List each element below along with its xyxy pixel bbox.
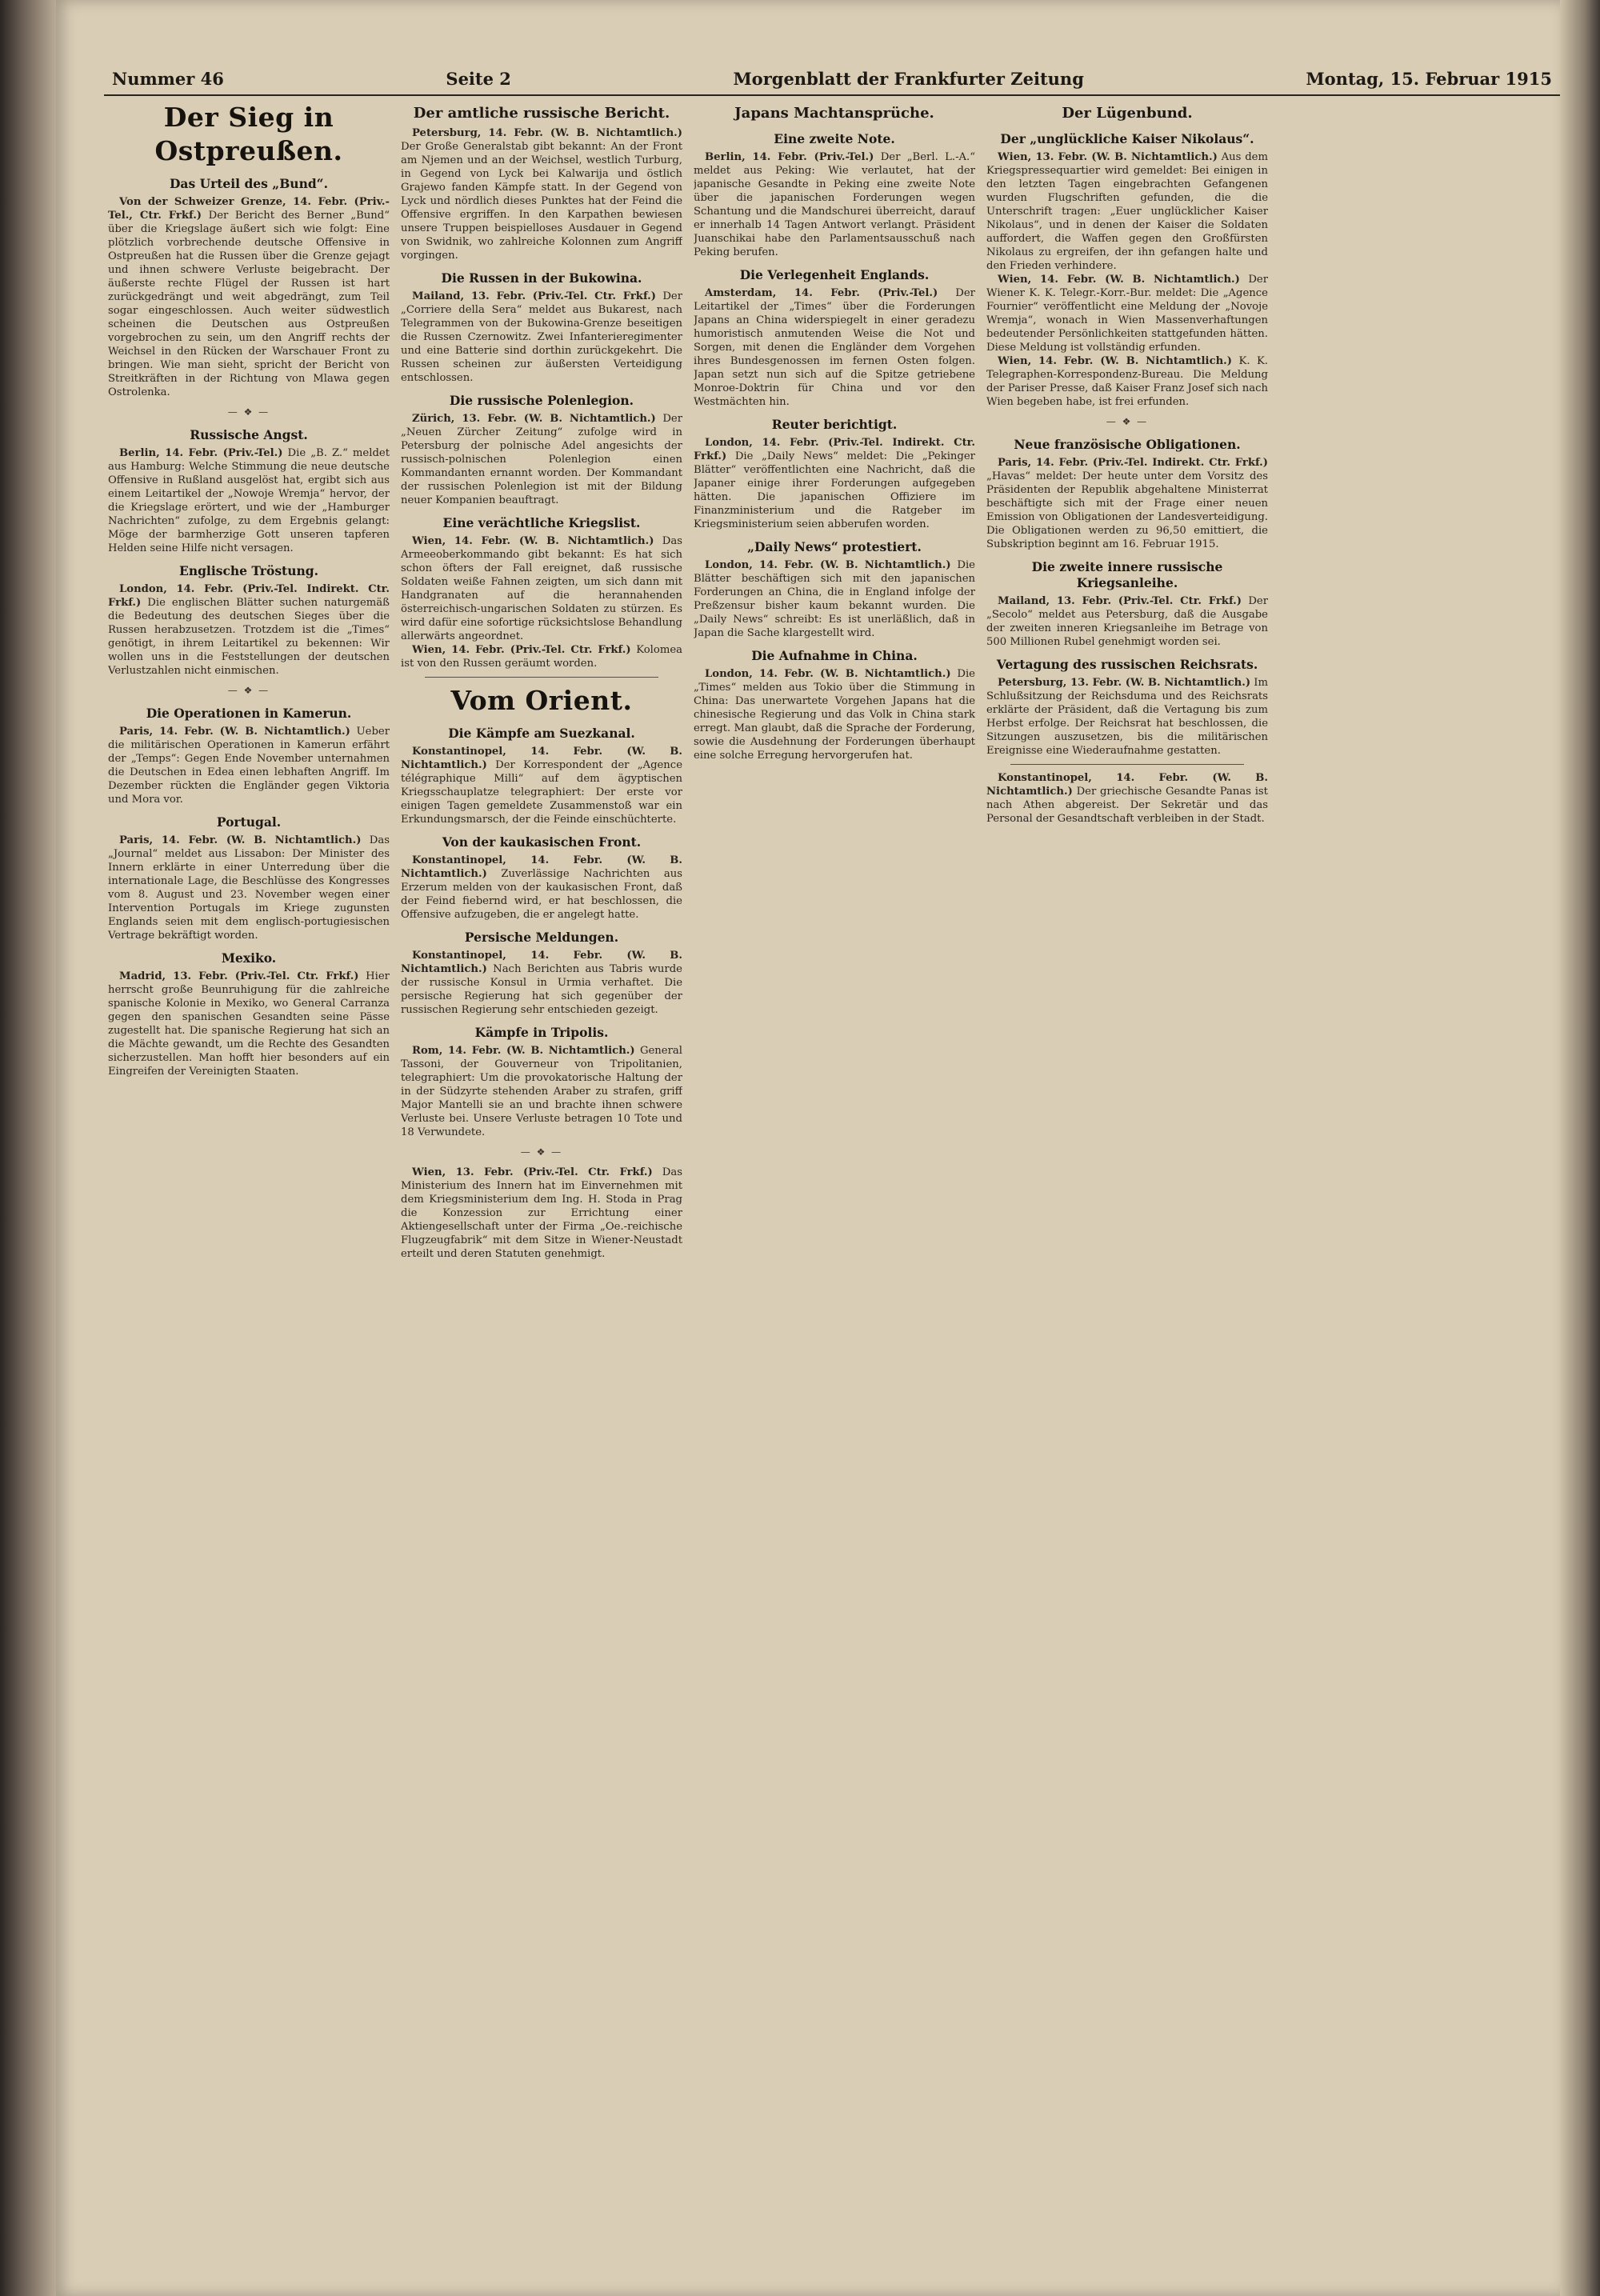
article-text: Der Korrespondent der „Agence télégraphique Milli“ auf dem ägyptischen Kriegsschauplatze telegraphiert: Der erste vor einigen Tagen gemeldete Zusammenstoß war ein Erkundungsmarsch, der die Feinde einschüchterte. — [401, 759, 682, 826]
article-paragraph — [108, 970, 390, 1078]
article-text: Der „Neuen Zürcher Zeitung“ zufolge wird in Petersburg der polnische Adel angesichts der russisch-polnischen Polenlegion einen Kommandanten ernannt worden. Der Kommandant der russischen Polenlegion ist mit der Bildung neuer Kompanien beauftragt. — [401, 413, 682, 506]
dateline: Wien, 14. Febr. (W. B. Nichtamtlich.) — [998, 274, 1240, 286]
page-edge — [1560, 0, 1600, 2296]
article-paragraph — [401, 1044, 682, 1139]
article-text: Hier herrscht große Beunruhigung für die zahlreiche spanische Kolonie in Mexiko, wo General Carranza gegen den spanischen Gesandten seine Pässe zugestellt hat. Die spanische Regierung hat sich an die Mächte gewandt, um die Rechte des Gesandten sicherzustellen. Man hofft hier besonders auf ein Eingreifen der Vereinigten Staaten. — [108, 970, 390, 1078]
article-text: Die Blätter beschäftigen sich mit den japanischen Forderungen an China, die in England infolge der Preßzensur bisher kaum bekannt wurden. Die „Daily News“ schreibt: Es ist unerläßlich, daß in Japan die Sache klargestellt wird. — [694, 559, 975, 639]
article-text: Das Ministerium des Innern hat im Einvernehmen mit dem Kriegsministerium dem Ing. H. Stoda in Prag die Konzession zur Errichtung einer Aktiengesellschaft unter der Firma „Oe.-reichische Flugzeugfabrik“ mit dem Sitze in Wiener-Neustadt erteilt und deren Statuten genehmigt. — [401, 1166, 682, 1260]
dateline: Petersburg, 14. Febr. (W. B. Nichtamtlich.) — [412, 127, 682, 139]
headline-sieg-ostpreussen: Der Sieg in Ostpreußen. — [154, 102, 343, 166]
divider: — ❖ — — [227, 406, 270, 418]
article-paragraph — [986, 456, 1268, 551]
subhead-suezkanal: Die Kämpfe am Suezkanal. — [448, 726, 635, 741]
dateline: Zürich, 13. Febr. (W. B. Nichtamtlich.) — [412, 413, 656, 425]
subhead-franzoesische-obligationen: Neue französische Obligationen. — [1014, 437, 1241, 452]
divider: — ❖ — — [520, 1146, 563, 1158]
article-paragraph — [986, 150, 1268, 273]
subhead-portugal: Portugal. — [216, 814, 282, 830]
article-text: „Havas“ meldet: Der heute unter dem Vorsitz des Präsidenten der Republik abgehaltene Ministerrat beschäftigte sich mit der Frage einer neuen Emission von Obligationen der Landesverteidigung. Die Obligationen werden zu 96,50 emittiert, die Subskription beginnt am 16. Februar 1915. — [986, 470, 1268, 550]
divider: — ❖ — — [227, 685, 270, 696]
subhead-reichsrat: Vertagung des russischen Reichsrats. — [996, 657, 1258, 672]
article-text: Aus dem Kriegspressequartier wird gemeldet: Bei einigen in den letzten Tagen eingebrachten Gefangenen wurden Flugschriften gefunden, die die Unterschrift tragen: „Euer unglücklicher Kaiser Nikolaus“, und in denen der Kaiser die Soldaten auffordert, die Waffen gegen den Großfürsten Nikolaus zu ergreifen, der ihn gefangen halte und den Frieden verhindere. — [986, 151, 1268, 272]
subhead-bukowina: Die Russen in der Bukowina. — [441, 270, 642, 286]
dateline: London, 14. Febr. (Priv.-Tel. Indirekt. Ctr. Frkf.) — [694, 437, 975, 462]
divider — [1010, 764, 1244, 765]
dateline: Wien, 14. Febr. (W. B. Nichtamtlich.) — [412, 535, 654, 547]
article-text: Das „Journal“ meldet aus Lissabon: Der Minister des Innern erklärte in einer Unterredung über die internationale Lage, die Beschlüsse des Kongresses vom 8. August und 23. November wegen einer Intervention Portugals im Kriege zugunsten Englands seien mit dem englisch-portugiesischen Vertrage bekräftigt worden. — [108, 834, 390, 942]
article-paragraph — [401, 854, 682, 922]
dateline: London, 14. Febr. (W. B. Nichtamtlich.) — [705, 668, 951, 680]
article-columns — [108, 98, 1556, 2290]
article-text: Der Leitartikel der „Times“ über die Forderungen Japans an China widerspiegelt in einer geradezu humoristisch anmutenden Weise die Not und Sorgen, mit denen die Engländer dem Vorgehen ihres Bundesgenossen im fernen Osten folgen. Japan setzt nun sich auf die Spitze getriebene Monroe-Doktrin für China und vor den Westmächten hin. — [694, 287, 975, 408]
headline-japans-machtansprueche: Japans Machtansprüche. — [734, 105, 934, 122]
issue-date: Montag, 15. Februar 1915 — [1306, 68, 1552, 89]
subhead-daily-news: „Daily News“ protestiert. — [747, 539, 922, 554]
article-paragraph — [108, 725, 390, 806]
divider: — ❖ — — [1106, 416, 1149, 427]
subhead-mexiko: Mexiko. — [221, 950, 277, 966]
subhead-urteil-bund: Das Urteil des „Bund“. — [169, 176, 328, 191]
page-number: Seite 2 — [446, 68, 511, 89]
subhead-kriegslist: Eine verächtliche Kriegslist. — [442, 515, 641, 530]
article-text: Der „Berl. L.-A.“ meldet aus Peking: Wie verlautet, hat der japanische Gesandte in Peking eine zweite Note über die japanischen Forderungen wegen Schantung und die Mandschurei überreicht, darauf er innerhalb 14 Tagen Antwort verlangt. Präsident Juanschikai habe den Parlamentsausschuß nach Peking berufen. — [694, 151, 975, 258]
article-paragraph — [401, 534, 682, 643]
dateline: Amsterdam, 14. Febr. (Priv.-Tel.) — [705, 287, 938, 299]
article-text: General Tassoni, der Gouverneur von Tripolitanien, telegraphiert: Um die provokatorische Haltung der in der Südzyrte stehenden Araber zu strafen, griff Major Mantelli sie an und brachte ihnen schwere Verluste bei. Unsere Verluste betragen 10 Tote und 18 Verwundete. — [401, 1045, 682, 1138]
article-paragraph — [401, 643, 682, 670]
subhead-zweite-note: Eine zweite Note. — [774, 131, 895, 146]
article-text: Kolomea ist von den Russen geräumt worden. — [401, 644, 682, 670]
article-text: Der „Corriere della Sera“ meldet aus Bukarest, nach Telegrammen von der Bukowina-Grenze beseitigen die Russen Czernowitz. Zwei Infanterieregimenter und eine Batterie sind dorthin zurückgekehrt. Die Russen scheinen zur äußersten Verteidigung entschlossen. — [401, 290, 682, 384]
dateline: Konstantinopel, 14. Febr. (W. B. Nichtamtlich.) — [986, 772, 1268, 798]
subhead-englische-troestung: Englische Tröstung. — [179, 563, 318, 578]
dateline: Konstantinopel, 14. Febr. (W. B. Nichtamtlich.) — [401, 950, 682, 975]
article-paragraph — [694, 286, 975, 409]
masthead — [104, 66, 1560, 96]
subhead-kriegsanleihe: Die zweite innere russische Kriegsanleihe. — [1031, 559, 1223, 590]
article-paragraph — [401, 126, 682, 262]
article-paragraph — [986, 354, 1268, 409]
article-text: Der Wiener K. K. Telegr.-Korr.-Bur. meldet: Die „Agence Fournier“ veröffentlicht eine Meldung der „Novoje Wremja“, wonach in Wien Massenverhaftungen bedeutender Persönlichkeiten stattgefunden hätten. Diese Meldung ist vollständig erfunden. — [986, 274, 1268, 354]
article-paragraph — [986, 594, 1268, 649]
issue-number: Nummer 46 — [112, 68, 224, 89]
dateline: London, 14. Febr. (Priv.-Tel. Indirekt. Ctr. Frkf.) — [108, 583, 390, 609]
dateline: Mailand, 13. Febr. (Priv.-Tel. Ctr. Frkf.) — [412, 290, 656, 302]
dateline: Wien, 13. Febr. (W. B. Nichtamtlich.) — [998, 151, 1218, 163]
subhead-polenlegion: Die russische Polenlegion. — [449, 393, 634, 408]
headline-luegenbund: Der Lügenbund. — [1062, 105, 1193, 122]
newspaper-title: Morgenblatt der Frankfurter Zeitung — [733, 68, 1084, 89]
article-text: Die „Daily News“ meldet: Die „Pekinger Blätter“ veröffentlichten eine Nachricht, daß die Japaner einige ihrer Forderungen aufgegeben hätten. Die japanischen Offiziere im Finanzministerium und die Ratgeber im Kriegsministerium seien abberufen worden. — [694, 450, 975, 530]
dateline: Berlin, 14. Febr. (Priv.-Tel.) — [705, 151, 874, 163]
article-text: Die „Times“ melden aus Tokio über die Stimmung in China: Das unerwartete Vorgehen Japans hat die chinesische Regierung und das Volk in China stark erregt. Man glaubt, daß die Sprache der Forderung, sowie die Ausdehnung der Forderungen überhaupt eine solche Erregung hervorgerufen hat. — [694, 668, 975, 762]
article-paragraph — [401, 949, 682, 1017]
dateline: Mailand, 13. Febr. (Priv.-Tel. Ctr. Frkf.) — [998, 595, 1242, 607]
dateline: Paris, 14. Febr. (W. B. Nichtamtlich.) — [119, 834, 362, 846]
dateline: Wien, 14. Febr. (Priv.-Tel. Ctr. Frkf.) — [412, 644, 631, 656]
article-paragraph — [694, 558, 975, 640]
article-paragraph — [108, 834, 390, 942]
article-paragraph — [694, 150, 975, 259]
subhead-verlegenheit-englands: Die Verlegenheit Englands. — [739, 267, 930, 282]
dateline: Petersburg, 13. Febr. (W. B. Nichtamtlich.) — [998, 677, 1251, 689]
subhead-persische-meldungen: Persische Meldungen. — [464, 930, 619, 945]
article-paragraph — [986, 676, 1268, 758]
headline-amtliche-bericht: Der amtliche russische Bericht. — [413, 105, 670, 122]
article-paragraph — [401, 1166, 682, 1261]
article-paragraph — [108, 446, 390, 555]
subhead-reuter-berichtigt: Reuter berichtigt. — [771, 417, 898, 432]
dateline: Konstantinopel, 14. Febr. (W. B. Nichtamtlich.) — [401, 746, 682, 771]
divider — [425, 677, 658, 678]
dateline: London, 14. Febr. (W. B. Nichtamtlich.) — [705, 559, 951, 571]
dateline: Berlin, 14. Febr. (Priv.-Tel.) — [119, 447, 283, 459]
dateline: Wien, 14. Febr. (W. B. Nichtamtlich.) — [998, 355, 1233, 367]
article-text: Das Armeeoberkommando gibt bekannt: Es hat sich schon öfters der Fall ereignet, daß russische Soldaten weiße Fahnen zeigten, um sich dann mit Handgranaten auf die herannahenden österreichisch-ungarischen Soldaten zu stürzen. Es wird dafür eine sofortige rücksichtslose Behandlung allerwärts angeordnet. — [401, 535, 682, 642]
column-4 — [986, 98, 1268, 2290]
dateline: Rom, 14. Febr. (W. B. Nichtamtlich.) — [412, 1045, 635, 1057]
dateline: Paris, 14. Febr. (W. B. Nichtamtlich.) — [119, 726, 350, 738]
article-paragraph — [694, 436, 975, 531]
article-paragraph — [401, 745, 682, 826]
article-text: K. K. Telegraphen-Korrespondenz-Bureau. Die Meldung der Pariser Presse, daß Kaiser Franz Josef sich nach Wien begeben habe, ist frei erfunden. — [986, 355, 1268, 408]
headline-vom-orient: Vom Orient. — [450, 685, 633, 716]
book-binding — [0, 0, 56, 2296]
subhead-kaiser-nikolaus: Der „unglückliche Kaiser Nikolaus“. — [1000, 131, 1254, 146]
article-paragraph — [401, 412, 682, 507]
subhead-tripolis: Kämpfe in Tripolis. — [474, 1025, 609, 1040]
article-text: Zuverlässige Nachrichten aus Erzerum melden von der kaukasischen Front, daß der Feind fiebernd wird, er hat beschlossen, die Offensive aufzugeben, die er angelegt hatte. — [401, 868, 682, 921]
article-text: Der griechische Gesandte Panas ist nach Athen abgereist. Der Sekretär und das Personal der Gesandtschaft verbleiben in der Stadt. — [986, 786, 1268, 825]
subhead-aufnahme-china: Die Aufnahme in China. — [751, 648, 918, 663]
subhead-kamerun: Die Operationen in Kamerun. — [146, 706, 352, 721]
article-text: Im Schlußsitzung der Reichsduma und des Reichsrats erklärte der Präsident, daß die Vertagung bis zum Herbst erfolge. Der Reichsrat hat beschlossen, die Sitzungen auszusetzen, bis die militärischen Ereignisse eine Wiederaufnahme gestatten. — [986, 677, 1268, 757]
dateline: Wien, 13. Febr. (Priv.-Tel. Ctr. Frkf.) — [412, 1166, 653, 1178]
subhead-kaukasische-front: Von der kaukasischen Front. — [442, 834, 642, 850]
column-2 — [401, 98, 682, 2290]
column-3 — [694, 98, 975, 2290]
article-paragraph — [108, 582, 390, 678]
column-1 — [108, 98, 390, 2290]
article-text: Ueber die militärischen Operationen in Kamerun erfährt der „Temps“: Gegen Ende November unternahmen die Deutschen in Edea einen lebhaften Angriff. Im Dezember rückten die Engländer gegen Viktoria und Mora vor. — [108, 726, 390, 806]
dateline: Konstantinopel, 14. Febr. (W. B. Nichtamtlich.) — [401, 854, 682, 880]
dateline: Madrid, 13. Febr. (Priv.-Tel. Ctr. Frkf.) — [119, 970, 359, 982]
article-text: Der Bericht des Berner „Bund“ über die Kriegslage äußert sich wie folgt: Eine plötzlich vorbrechende deutsche Offensive in Ostpreußen hat die Russen über die Grenze gejagt und ihnen schwere Verluste beigebracht. Der äußerste rechte Flügel der Russen ist hart zurückgedrängt und weit abgedrängt, zum Teil sogar eingeschlossen. Auch weiter südwestlich scheinen die Deutschen aus Ostpreußen vorgebrochen zu sein, um den Angriff rechts der Weichsel in den Rücken der Warschauer Front zu bringen. Wie man sieht, spricht der Bericht von Streitkräften in der Richtung von Mlawa gegen Ostrolenka. — [108, 210, 390, 398]
article-text: Der „Secolo“ meldet aus Petersburg, daß die Ausgabe der zweiten inneren Kriegsanleihe im Betrage von 500 Millionen Rubel genehmigt worden sei. — [986, 595, 1268, 648]
article-paragraph — [694, 667, 975, 762]
article-paragraph — [986, 771, 1268, 826]
article-text: Nach Berichten aus Tabris wurde der russische Konsul in Urmia verhaftet. Die persische Regierung hat sich gegenüber der russischen Regierung sehr entschieden gezeigt. — [401, 963, 682, 1016]
article-paragraph — [986, 273, 1268, 354]
dateline: Paris, 14. Febr. (Priv.-Tel. Indirekt. Ctr. Frkf.) — [998, 457, 1268, 469]
article-text: Die englischen Blätter suchen naturgemäß die Bedeutung des deutschen Sieges über die Russen herabzusetzen. Trotzdem ist die „Times“ genötigt, in ihrem Leitartikel zu bekennen: Wir wollen uns in die Feststellungen der deutschen Verlustzahlen nicht einmischen. — [108, 597, 390, 677]
article-text: Die „B. Z.“ meldet aus Hamburg: Welche Stimmung die neue deutsche Offensive in Rußland ausgelöst hat, ergibt sich aus einem Leitartikel der „Nowoje Wremja“ hervor, der die Kriegslage erörtert, und wie der „Hamburger Nachrichten“ zufolge, zu dem Ergebnis gelangt: Möge der barmherzige Gott unseren tapferen Helden seine Hilfe nicht versagen. — [108, 447, 390, 554]
article-text: Der Große Generalstab gibt bekannt: An der Front am Njemen und an der Weichsel, westlich Turburg, in Gegend von Lyck bei Kalwarija und östlich Grajewo fanden Kämpfe statt. In der Gegend von Lyck und nördlich dieses Punktes hat der Feind die Offensive ergriffen. In den Karpathen bewiesen unsere Truppen beispielloses Ausdauer in Gegend von Swidnik, wo zahlreiche Kolonnen zum Angriff vorgingen. — [401, 141, 682, 262]
dateline: Von der Schweizer Grenze, 14. Febr. (Priv.-Tel., Ctr. Frkf.) — [108, 196, 390, 222]
article-paragraph — [401, 290, 682, 385]
subhead-russische-angst: Russische Angst. — [190, 427, 308, 442]
article-paragraph — [108, 195, 390, 399]
